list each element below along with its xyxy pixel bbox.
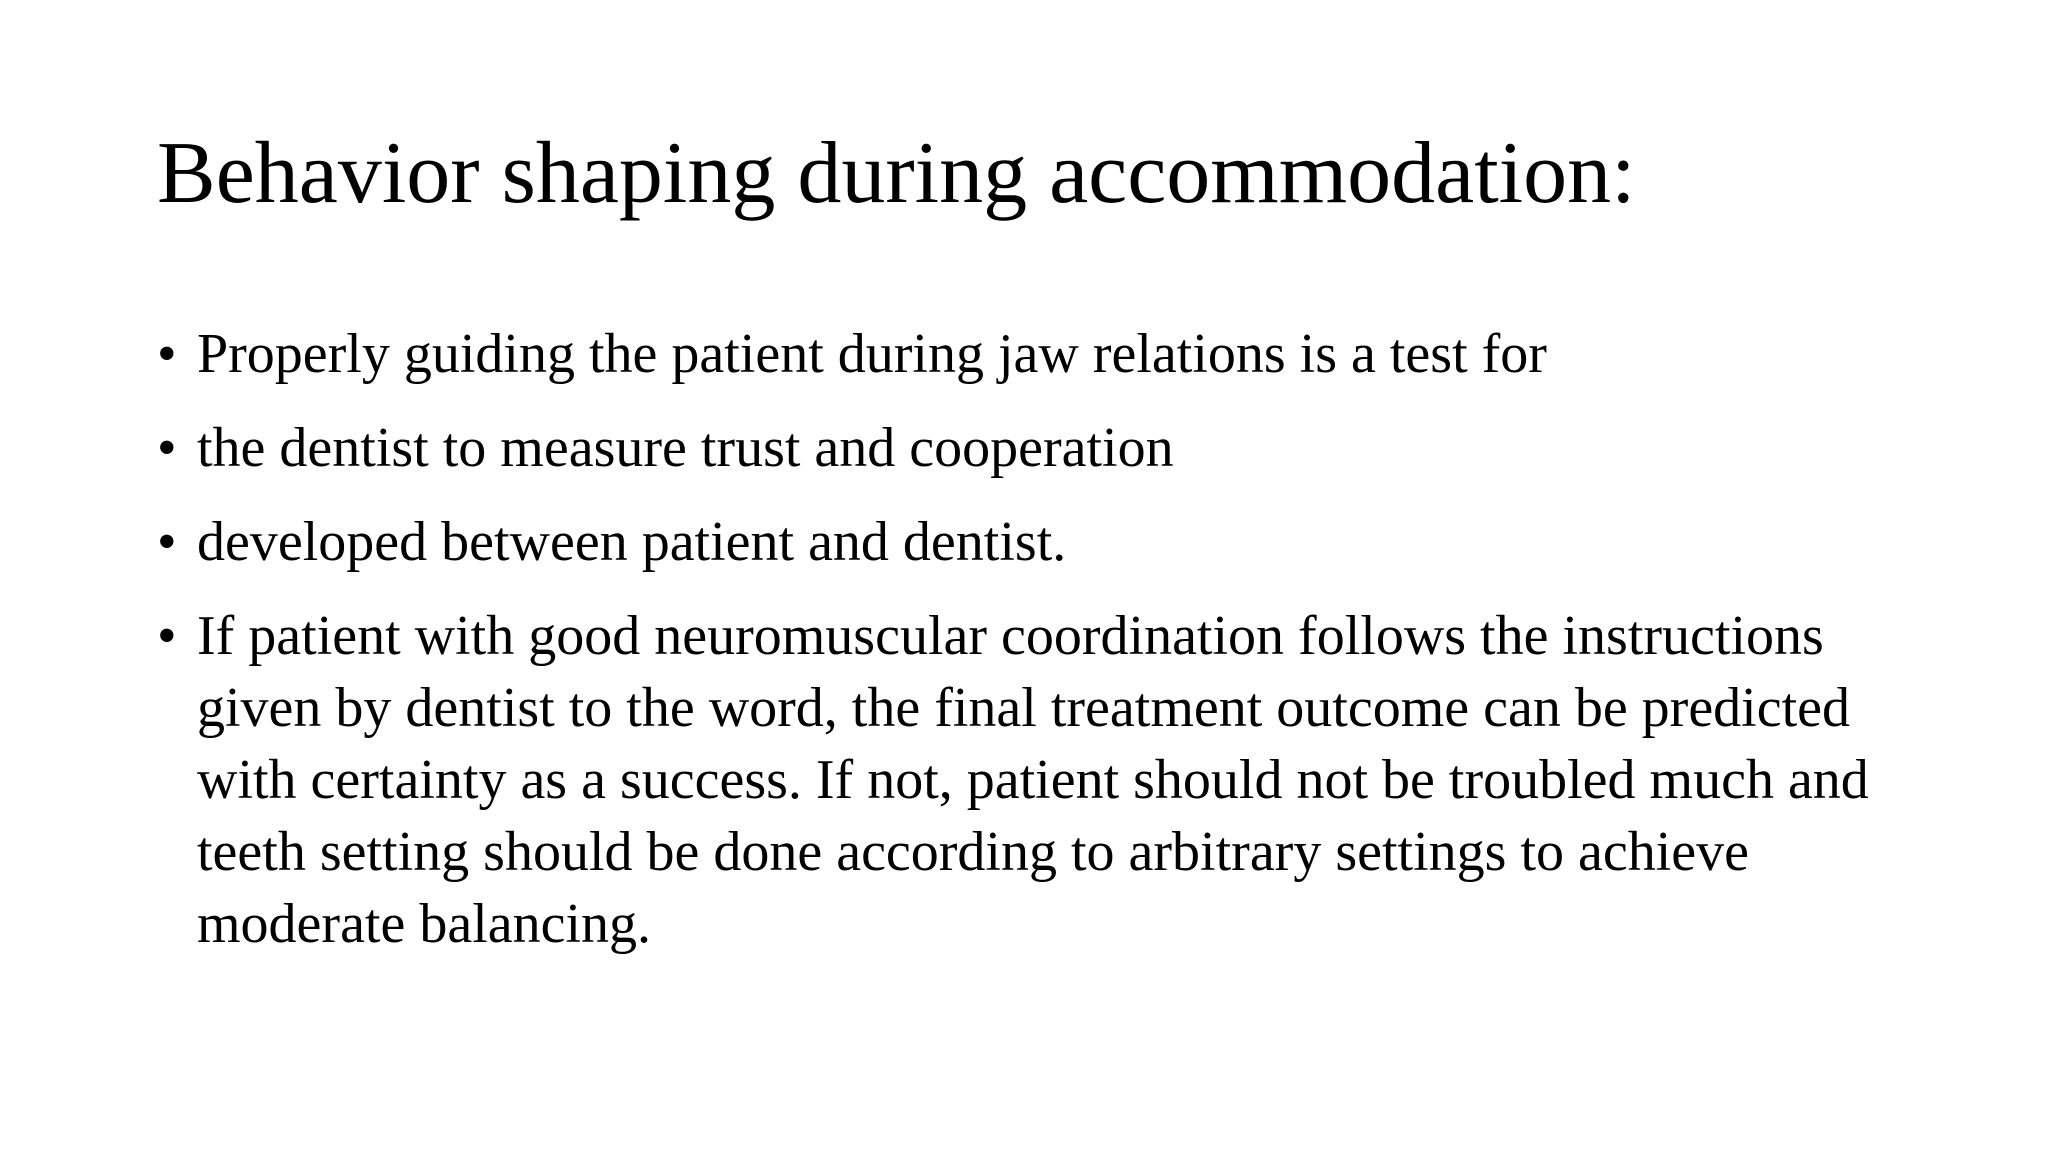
bullet-item xyxy=(157,600,1917,960)
bullet-item xyxy=(157,318,1917,390)
bullet-list xyxy=(157,318,1917,982)
bullet-dot-icon: • xyxy=(157,605,177,667)
bullet-item xyxy=(157,506,1917,578)
bullet-text: If patient with good neuromuscular coordination follows the instructions given by dentist to the word, the final treatment outcome can be predicted with certainty as a success. If not, patient should not be troubled much and teeth setting should be done according to arbitrary settings to achieve moderate balancing. xyxy=(197,605,1869,955)
bullet-dot-icon: • xyxy=(157,417,177,479)
bullet-item xyxy=(157,412,1917,484)
bullet-text: Properly guiding the patient during jaw relations is a test for xyxy=(197,323,1547,385)
bullet-text: developed between patient and dentist. xyxy=(197,511,1067,573)
slide-title: Behavior shaping during accommodation: xyxy=(157,125,1636,222)
bullet-dot-icon: • xyxy=(157,511,177,573)
bullet-text: the dentist to measure trust and cooperation xyxy=(197,417,1174,479)
bullet-dot-icon: • xyxy=(157,323,177,385)
